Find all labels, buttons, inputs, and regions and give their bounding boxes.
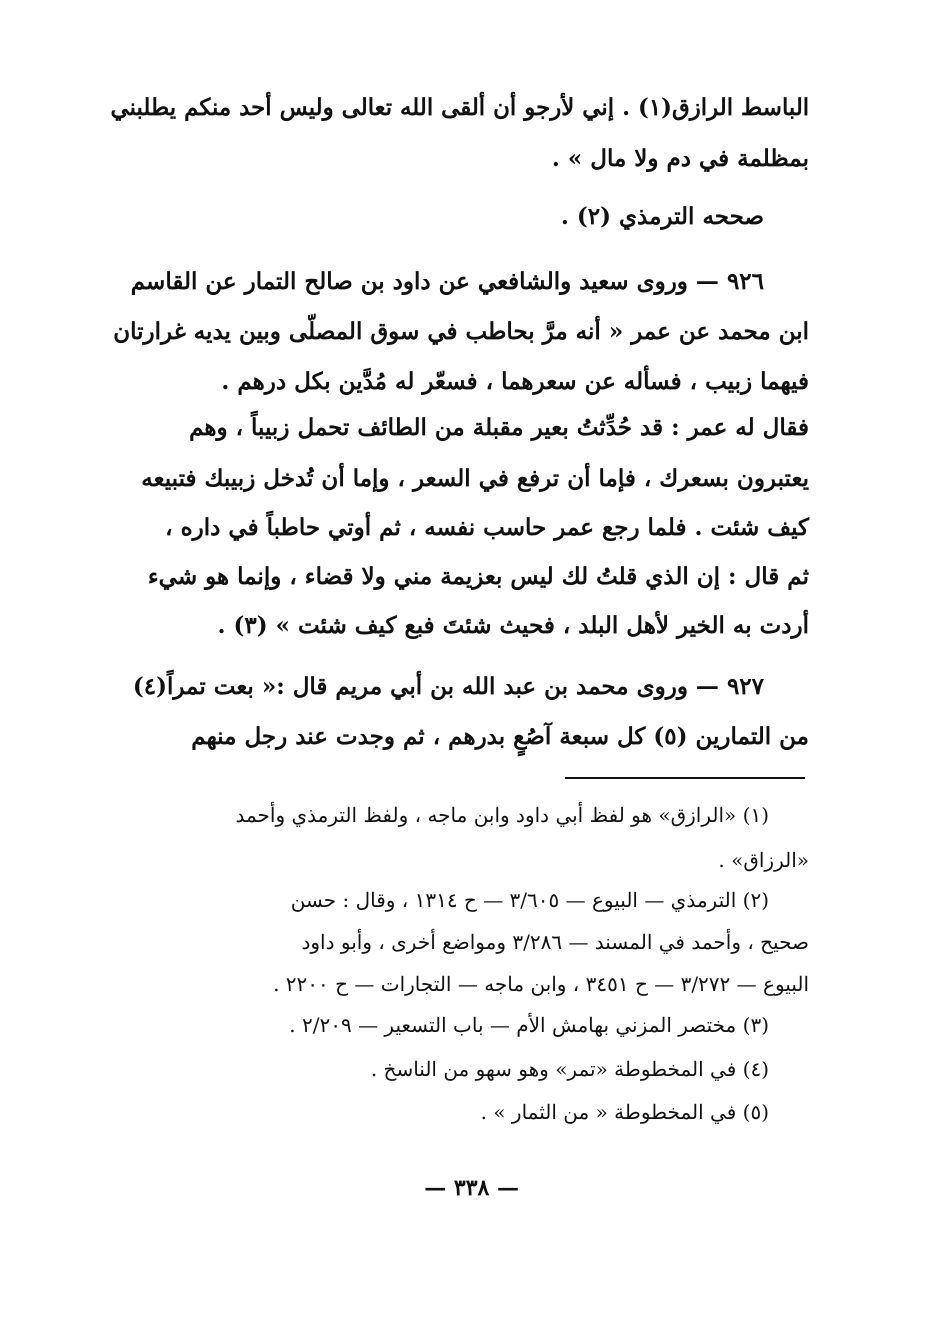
main-text-line: من التمارين (٥) كل سبعة آصُعٍ بدرهم ، ثم وجدت عند رجل منهم [191,723,809,750]
main-text-line: ابن محمد عن عمر « أنه مرَّ بحاطب في سوق المصلّى وبين يديه غرارتان [113,318,809,345]
footnote-line: (١) «الرازق» هو لفظ أبي داود وابن ماجه ، ولفظ الترمذي وأحمد [235,803,769,827]
page-number: — ٣٣٨ — [424,1175,519,1201]
footnote-line: صحيح ، وأحمد في المسند — ٣/٢٨٦ ومواضع أخرى ، وأبو داود [301,930,809,954]
main-text-line: ثم قال : إن الذي قلتُ لك ليس بعزيمة مني ولا قضاء ، وإنما هو شيء [147,563,809,590]
footnote-line: البيوع — ٣/٢٧٢ — ح ٣٤٥١ ، وابن ماجه — التجارات — ح ٢٢٠٠ . [273,972,809,996]
footnote-line: (٣) مختصر المزني بهامش الأم — باب التسعير — ٢/٢٠٩ . [289,1013,769,1037]
main-text-line: الباسط الرازق(١) . إني لأرجو أن ألقى الله تعالى وليس أحد منكم يطلبني [110,94,809,121]
footnote-line: (٤) في المخطوطة «تمر» وهو سهو من الناسخ . [370,1057,769,1081]
footnote-line: «الرزاق» . [718,848,809,872]
main-text-line: كيف شئت . فلما رجع عمر حاسب نفسه ، ثم أوتي حاطباً في داره ، [165,514,809,541]
footnote-line: (٥) في المخطوطة « من الثمار » . [480,1100,769,1124]
main-text-line: أردت به الخير لأهل البلد ، فحيث شئتَ فبع كيف شئت » (٣) . [217,612,809,639]
main-text-line: فقال له عمر : قد حُدِّثتُ بعير مقبلة من الطائف تحمل زبيباً ، وهم [189,414,809,441]
main-text-line: ٩٢٦ — وروى سعيد والشافعي عن داود بن صالح التمار عن القاسم [130,268,764,295]
main-text-line: صححه الترمذي (٢) . [560,203,764,230]
footnote-separator [565,777,805,779]
footnote-line: (٢) الترمذي — البيوع — ٣/٦٠٥ — ح ١٣١٤ ، وقال : حسن [290,888,769,912]
main-text-line: بمظلمة في دم ولا مال » . [551,145,809,172]
main-text-line: ٩٢٧ — وروى محمد بن عبد الله بن أبي مريم قال :« بعت تمراً(٤) [132,673,764,700]
main-text-line: يعتبرون بسعرك ، فإما أن ترفع في السعر ، وإما أن تُدخل زبيبك فتبيعه [141,465,809,492]
main-text-line: فيهما زبيب ، فسأله عن سعرهما ، فسعّر له مُدَّين بكل درهم . [221,368,809,395]
